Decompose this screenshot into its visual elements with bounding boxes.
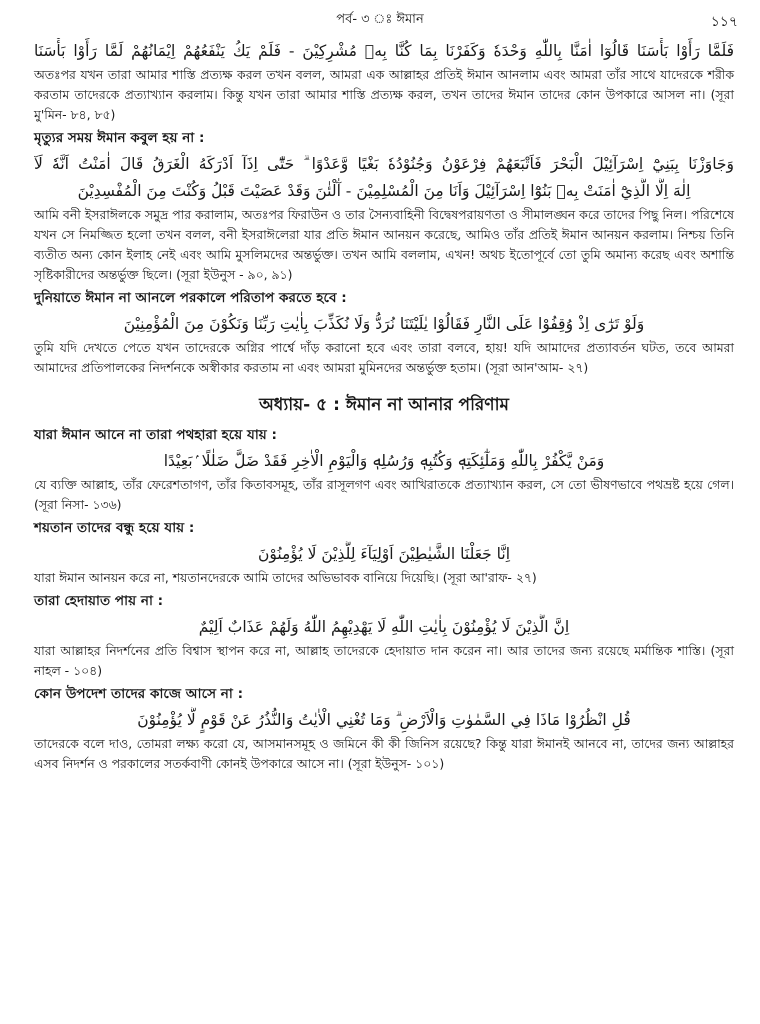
section-heading: কোন উপদেশ তাদের কাজে আসে না : xyxy=(34,686,244,702)
chapter-title: অধ্যায়- ৫ : ঈমান না আনার পরিণাম xyxy=(259,395,509,415)
bengali-translation: অতঃপর যখন তারা আমার শাস্তি প্রত্যক্ষ করল তখন বলল, আমরা এক আল্লাহর প্রতিই ঈমান আনলাম এবং আমরা তাঁর সাথে যাদেরকে শরীক করতাম তাদেরকে প্রত্যাখ্যান করলাম। কিন্তু যখন তারা আমার শাস্তি প্রত্যক্ষ করল, তখন তাদের ঈমান তাদের কোন উপকারে আসল না। (সূরা মু'মিন- ৮৪, ৮৫) xyxy=(34,67,734,122)
running-title: পর্ব- ৩ ঃ ঈমান xyxy=(336,12,424,27)
section-heading: মৃত্যুর সময় ঈমান কবুল হয় না : xyxy=(34,130,205,146)
page-number: ১১৭ xyxy=(710,14,738,30)
bengali-translation: যারা ঈমান আনয়ন করে না, শয়তানদেরকে আমি তাদের অভিভাবক বানিয়ে দিয়েছি। (সূরা আ'রাফ- ২৭) xyxy=(34,570,537,585)
arabic-verse: فَلَمَّا رَأَوْا بَأْسَنَا قَالُوٓا اٰمَنَّا بِاللّٰهِ وَحْدَهٗ وَكَفَرْنَا بِمَا كُنَّا بِهٖ مُشْرِكِيْنَ - فَلَمْ يَكُ يَنْفَعُهُمْ اِيْمَانُهُمْ لَمَّا رَأَوْا بَأْسَنَا xyxy=(34,42,734,60)
bengali-translation: যে ব্যক্তি আল্লাহ, তাঁর ফেরেশতাগণ, তাঁর কিতাবসমূহ, তাঁর রাসূলগণ এবং আখিরাতকে প্রত্যাখ্যান করল, সে তো ভীষণভাবে পথভ্রষ্ট হয়ে গেল। (সূরা নিসা- ১৩৬) xyxy=(34,477,734,512)
bengali-translation: তুমি যদি দেখতে পেতে যখন তাদেরকে অগ্নির পার্শ্বে দাঁড় করানো হবে এবং তারা বলবে, হায়! যদি আমাদের প্রত্যাবর্তন ঘটত, তবে আমরা আমাদের প্রতিপালকের নিদর্শনকে অস্বীকার করতাম না এবং আমরা মুমিনদের অন্তর্ভুক্ত হতাম। (সূরা আন'আম- ২৭) xyxy=(34,340,734,375)
bengali-translation: যারা আল্লাহর নিদর্শনের প্রতি বিশ্বাস স্থাপন করে না, আল্লাহ তাদেরকে হেদায়াত দান করেন না। আর তাদের জন্য রয়েছে মর্মান্তিক শাস্তি। (সূরা নাহল - ১০৪) xyxy=(34,643,734,678)
section-heading: দুনিয়াতে ঈমান না আনলে পরকালে পরিতাপ করতে হবে : xyxy=(34,290,347,306)
bengali-translation: তাদেরকে বলে দাও, তোমরা লক্ষ্য করো যে, আসমানসমূহ ও জমিনে কী কী জিনিস রয়েছে? কিন্তু যারা ঈমানই আনবে না, তাদের জন্য আল্লাহর এসব নিদর্শন ও পরকালের সতর্কবাণী কোনই উপকারে আসে না। (সূরা ইউনুস- ১০১) xyxy=(34,736,734,771)
arabic-verse: اِنَّا جَعَلْنَا الشَّيٰطِيْنَ اَوْلِيَآءَ لِلَّذِيْنَ لَا يُؤْمِنُوْنَ xyxy=(257,545,511,563)
arabic-verse: اِلٰهَ اِلَّا الَّذِيْٓ اٰمَنَتْ بِهٖ بَنُوْٓا اِسْرَآئِيْلَ وَاَنَا مِنَ الْمُسْلِمِيْنَ - آٰلْئٰنَ وَقَدْ عَصَيْتَ قَبْلُ وَكُنْتَ مِنَ الْمُفْسِدِيْنَ xyxy=(77,182,691,200)
arabic-verse: وَجَاوَزْنَا بِبَنِيْٓ اِسْرَآئِيْلَ الْبَحْرَ فَاَتْبَعَهُمْ فِرْعَوْنُ وَجُنُوْدُهٗ بَغْيًا وَّعَدْوًا ۗ حَتّٰٓى اِذَآ اَدْرَكَهُ الْغَرَقُ قَالَ اٰمَنْتُ اَنَّهٗ لَآ xyxy=(34,155,734,173)
section-heading: তারা হেদায়াত পায় না : xyxy=(34,593,164,609)
arabic-verse: قُلِ انْظُرُوْا مَاذَا فِي السَّمٰوٰتِ وَالْاَرْضِ ۗ وَمَا تُغْنِي الْاٰيٰتُ وَالنُّذُرُ عَنْ قَوْمٍ لَّا يُؤْمِنُوْنَ xyxy=(137,711,631,729)
section-heading: শয়তান তাদের বন্ধু হয়ে যায় : xyxy=(34,520,195,536)
page-header xyxy=(0,10,760,32)
section-heading: যারা ঈমান আনে না তারা পথহারা হয়ে যায় : xyxy=(34,427,277,443)
bengali-translation: আমি বনী ইসরাঈলকে সমুদ্র পার করালাম, অতঃপর ফিরাউন ও তার সৈন্যবাহিনী বিদ্বেষপরায়ণতা ও সীমালঙ্ঘন করে তাদের পিছু নিল। পরিশেষে যখন সে নিমজ্জিত হলো তখন বলল, বনী ইসরাঈলেরা যার প্রতি ঈমান আনয়ন করেছে, আমিও তাঁর প্রতিই ঈমান আনয়ন করলাম। নিশ্চয় তিনি ব্যতীত অন্য কোন ইলাহ নেই এবং আমি মুসলিমদের অন্তর্ভুক্ত। তখন আমি বললাম, এখন! অথচ ইতোপূর্বে তো তুমি অমান্য করেছ এবং অশান্তি সৃষ্টিকারীদের অন্তর্ভুক্ত ছিলে। (সূরা ইউনুস - ৯০, ৯১) xyxy=(34,207,734,282)
page-body xyxy=(34,38,734,774)
arabic-verse: وَلَوْ تَرٰٓى اِذْ وُقِفُوْا عَلَى النَّارِ فَقَالُوْا يٰلَيْتَنَا نُرَدُّ وَلَا نُكَذِّبَ بِاٰيٰتِ رَبِّنَا وَنَكُوْنَ مِنَ الْمُؤْمِنِيْنَ xyxy=(123,315,645,333)
arabic-verse: وَمَنْ يَّكْفُرْ بِاللّٰهِ وَمَلٰٓئِكَتِهٖ وَكُتُبِهٖ وَرُسُلِهٖ وَالْيَوْمِ الْاٰخِرِ فَقَدْ ضَلَّ ضَلٰلًا ۢبَعِيْدًا xyxy=(163,452,605,470)
arabic-verse: اِنَّ الَّذِيْنَ لَا يُؤْمِنُوْنَ بِاٰيٰتِ اللّٰهِ لَا يَهْدِيْهِمُ اللّٰهُ وَلَهُمْ عَذَابٌ اَلِيْمٌ xyxy=(198,618,570,636)
